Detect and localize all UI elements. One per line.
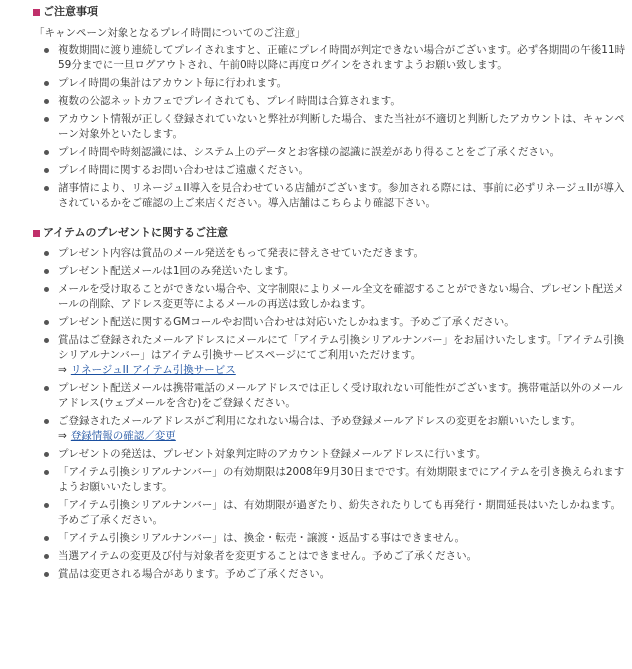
link-line <box>58 363 626 378</box>
list-item-text: 「アイテム引換シリアルナンバー」は、有効期限が過ぎたり、紛失されたりしても再発行・期間延長はいたしかねます。予めご了承ください。 <box>58 499 622 526</box>
list-item-text: プレゼントの発送は、プレゼント対象判定時のアカウント登録メールアドレスに行います。 <box>58 448 487 460</box>
bullet-icon <box>44 251 49 256</box>
list-item <box>34 381 626 411</box>
list-item <box>34 498 626 528</box>
list-item-text: ご登録されたメールアドレスがご利用になれない場合は、予め登録メールアドレスの変更をお願いいたします。 <box>58 415 582 427</box>
bullet-icon <box>44 81 49 86</box>
list-item <box>34 333 626 378</box>
list-item <box>34 163 626 178</box>
list-item-text: プレゼント配送に関するGMコールやお問い合わせは対応いたしかねます。予めご了承ください。 <box>58 316 515 328</box>
list-item <box>34 76 626 91</box>
bullet-icon <box>44 186 49 191</box>
bullet-icon <box>44 536 49 541</box>
list-item <box>34 447 626 462</box>
bullet-icon <box>44 287 49 292</box>
list-item-text: プレイ時間に関するお問い合わせはご遠慮ください。 <box>58 164 310 176</box>
list-item-text: 賞品は変更される場合があります。予めご了承ください。 <box>58 568 331 580</box>
list-item <box>34 264 626 279</box>
list-item <box>34 567 626 582</box>
list-item-text: 当選アイテムの変更及び付与対象者を変更することはできません。予めご了承ください。 <box>58 550 478 562</box>
arrow-icon: ⇒ <box>58 430 67 442</box>
item-exchange-service-link[interactable]: リネージュII アイテム引換サービス <box>70 364 236 376</box>
list-item <box>34 43 626 73</box>
section-heading-notes <box>33 5 626 19</box>
heading-marker <box>33 230 40 237</box>
bullet-icon <box>44 99 49 104</box>
bullet-icon <box>44 503 49 508</box>
section-heading-text: ご注意事項 <box>43 5 98 18</box>
list-item <box>34 465 626 495</box>
section-spacer <box>34 214 626 226</box>
list-item-text: プレゼント配送メールは1回のみ発送いたします。 <box>58 265 295 277</box>
present-notes-list <box>34 246 626 582</box>
bullet-icon <box>44 269 49 274</box>
list-item <box>34 112 626 142</box>
list-item-text: プレイ時間の集計はアカウント毎に行われます。 <box>58 77 288 89</box>
bullet-icon <box>44 452 49 457</box>
list-item <box>34 282 626 312</box>
list-item-text: プレイ時間や時刻認識には、システム上のデータとお客様の認識に誤差があり得ることをご了承ください。 <box>58 146 561 158</box>
list-item-text: メールを受け取ることができない場合や、文字制限によりメール全文を確認することができない場合、プレゼント配送メールの削除、アドレス変更等によるメールの再送は致しかねます。 <box>58 283 624 310</box>
section-heading-text: アイテムのプレゼントに関するご注意 <box>43 226 229 239</box>
bullet-icon <box>44 117 49 122</box>
list-item <box>34 315 626 330</box>
list-item-text: 「アイテム引換シリアルナンバー」の有効期限は2008年9月30日までです。有効期限までにアイテムを引き換えられますようお願いいたします。 <box>58 466 625 493</box>
list-item-text: 諸事情により、リネージュII導入を見合わせている店舗がございます。参加される際には、事前に必ずリネージュIIが導入されているかをご確認の上ご来店ください。導入店舗はこちらより確認下さい。 <box>58 182 625 209</box>
arrow-icon: ⇒ <box>58 364 67 376</box>
registration-info-link[interactable]: 登録情報の確認／変更 <box>70 430 176 442</box>
notes-list <box>34 43 626 211</box>
bullet-icon <box>44 419 49 424</box>
list-item <box>34 94 626 109</box>
list-item <box>34 531 626 546</box>
list-item-text: 賞品はご登録されたメールアドレスにメールにて「アイテム引換シリアルナンバー」をお届けいたします。「アイテム引換シリアルナンバー」はアイテム引換サービスページにてご利用いただけます。 <box>58 334 625 361</box>
link-line <box>58 429 626 444</box>
bullet-icon <box>44 470 49 475</box>
list-item-text: 複数期間に渡り連続してプレイされますと、正確にプレイ時間が判定できない場合がございます。必ず各期間の午後11時59分までに一旦ログアウトされ、午前0時以降に再度ログインをされますようお願い致します。 <box>58 44 626 71</box>
heading-marker <box>33 9 40 16</box>
list-item-text: 複数の公認ネットカフェでプレイされても、プレイ時間は合算されます。 <box>58 95 401 107</box>
bullet-icon <box>44 338 49 343</box>
bullet-icon <box>44 554 49 559</box>
list-item-text: プレゼント配送メールは携帯電話のメールアドレスでは正しく受け取れない可能性がございます。携帯電話以外のメールアドレス(ウェブメールを含む)をご登録ください。 <box>58 382 623 409</box>
section-heading-present <box>33 226 626 240</box>
bullet-icon <box>44 150 49 155</box>
bullet-icon <box>44 386 49 391</box>
list-item-text: プレゼント内容は賞品のメール発送をもって発表に替えさせていただきます。 <box>58 247 425 259</box>
bullet-icon <box>44 48 49 53</box>
list-item <box>34 549 626 564</box>
list-item <box>34 181 626 211</box>
list-item <box>34 145 626 160</box>
list-item-text: 「アイテム引換シリアルナンバー」は、換金・転売・譲渡・返品する事はできません。 <box>58 532 465 544</box>
campaign-note-title: 「キャンペーン対象となるプレイ時間についてのご注意」 <box>34 27 306 39</box>
list-item-text: アカウント情報が正しく登録されていないと弊社が判断した場合、また当社が不適切と判断したアカウントは、キャンペーン対象外といたします。 <box>58 113 625 140</box>
bullet-icon <box>44 320 49 325</box>
bullet-icon <box>44 168 49 173</box>
list-item <box>34 246 626 261</box>
bullet-icon <box>44 572 49 577</box>
list-item <box>34 414 626 444</box>
